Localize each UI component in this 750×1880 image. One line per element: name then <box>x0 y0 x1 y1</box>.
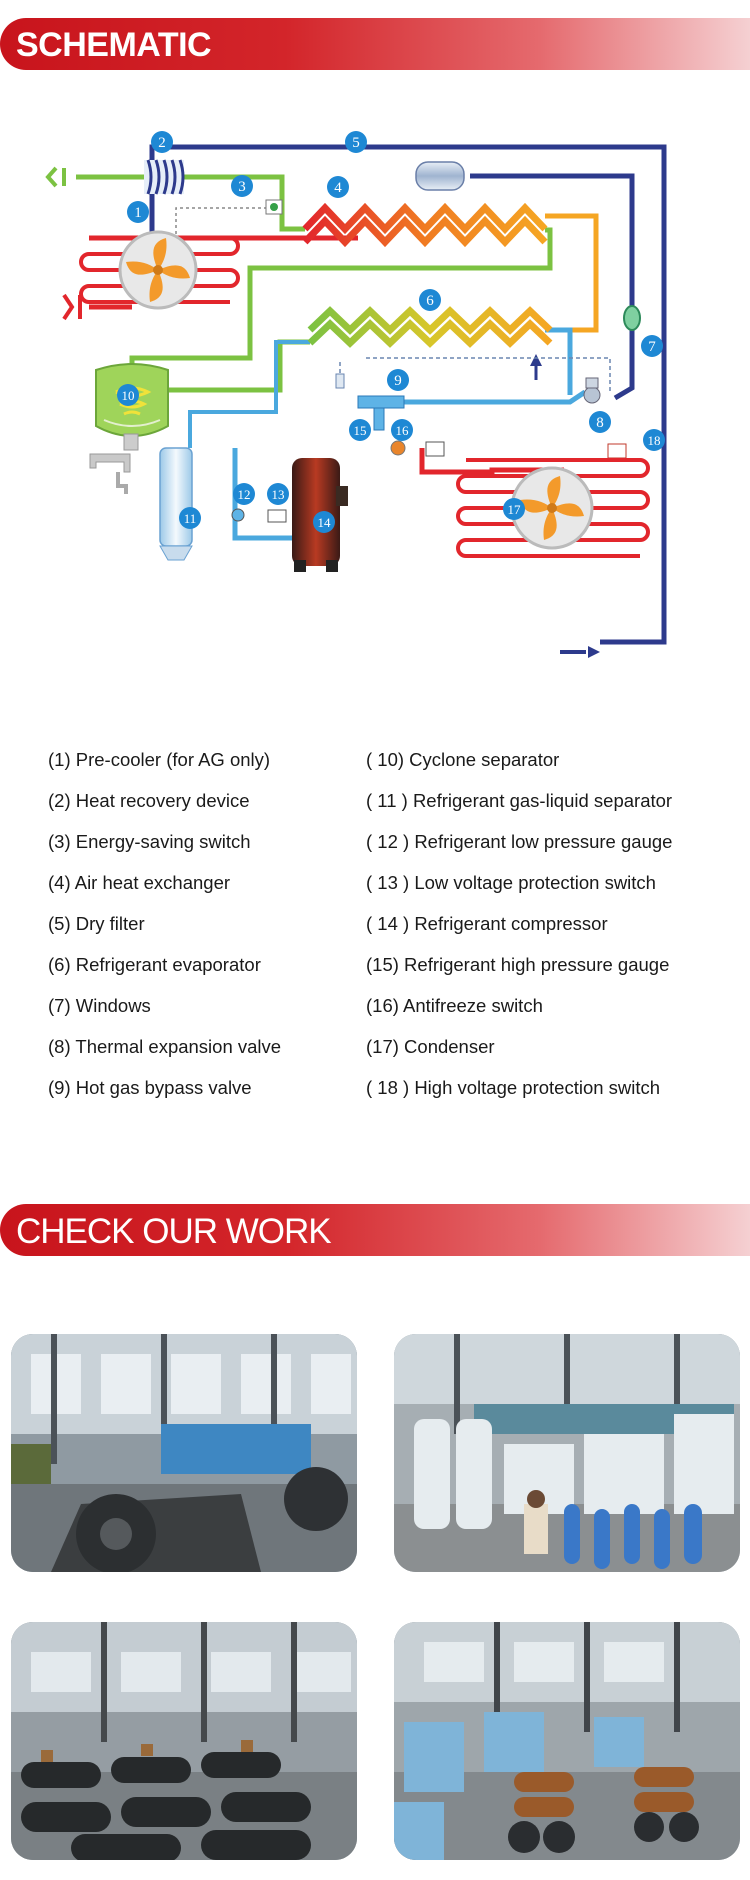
gas-liquid-separator <box>160 448 192 560</box>
legend-item: ( 13 ) Low voltage protection switch <box>366 872 656 893</box>
work-title: CHECK OUR WORK <box>16 1212 331 1251</box>
marker-label-2: 2 <box>158 135 166 151</box>
marker-label-10: 10 <box>121 388 135 403</box>
legend-right-column <box>366 748 672 1117</box>
separator-to-evaporator-line <box>168 342 310 390</box>
marker-label-15: 15 <box>353 423 367 438</box>
schematic-title: SCHEMATIC <box>16 26 212 64</box>
marker-label-16: 16 <box>395 423 409 438</box>
high-pressure-gauge <box>391 441 405 455</box>
cyclone-separator <box>90 364 168 494</box>
heat-recovery-device <box>144 160 184 194</box>
flow-arrowhead <box>530 354 542 366</box>
marker-label-14: 14 <box>317 515 331 530</box>
liquid-line <box>470 176 632 398</box>
dry-filter <box>416 162 464 190</box>
marker-label-6: 6 <box>426 293 434 309</box>
marker-label-13: 13 <box>271 487 285 502</box>
condenser <box>458 460 648 556</box>
legend-item: ( 18 ) High voltage protection switch <box>366 1077 661 1098</box>
factory-photo-3 <box>11 1622 357 1860</box>
marker-label-5: 5 <box>352 135 360 151</box>
legend-item: (16) Antifreeze switch <box>366 995 543 1016</box>
marker-label-3: 3 <box>238 179 246 195</box>
legend-item: (17) Condenser <box>366 1036 495 1057</box>
factory-photo-4 <box>394 1622 740 1860</box>
legend-item: (2) Heat recovery device <box>48 790 250 811</box>
outlet-arrowhead <box>588 646 600 658</box>
marker-label-1: 1 <box>134 205 142 221</box>
marker-label-9: 9 <box>394 373 402 389</box>
refrigeration-schematic-diagram <box>40 130 680 690</box>
legend-item: (6) Refrigerant evaporator <box>48 954 261 975</box>
high-voltage-switch <box>608 444 626 458</box>
legend-left-column <box>48 748 281 1117</box>
sensor-bulb <box>336 374 344 388</box>
factory-photo-1 <box>11 1334 357 1572</box>
legend-item: (1) Pre-cooler (for AG only) <box>48 749 271 770</box>
legend-item: (7) Windows <box>48 995 151 1016</box>
air-outlet-arrow <box>48 168 56 186</box>
legend-item: ( 12 ) Refrigerant low pressure gauge <box>366 831 673 852</box>
legend-item: (4) Air heat exchanger <box>48 872 231 893</box>
pre-cooler <box>81 232 238 308</box>
legend-item: (15) Refrigerant high pressure gauge <box>366 954 670 975</box>
legend-item: ( 10) Cyclone separator <box>366 749 560 770</box>
marker-label-11: 11 <box>183 511 197 526</box>
legend-item: ( 14 ) Refrigerant compressor <box>366 913 608 934</box>
legend-item: ( 11 ) Refrigerant gas-liquid separator <box>366 790 673 811</box>
marker-label-8: 8 <box>596 415 604 431</box>
marker-label-12: 12 <box>237 487 251 502</box>
factory-photo-2 <box>394 1334 740 1572</box>
legend-item: (8) Thermal expansion valve <box>48 1036 282 1057</box>
legend-item: (5) Dry filter <box>48 913 145 934</box>
warm-air-line <box>545 216 596 330</box>
low-pressure-gauge <box>232 509 244 521</box>
low-voltage-switch <box>268 510 286 522</box>
marker-label-7: 7 <box>648 339 656 355</box>
air-inlet-arrow <box>64 295 72 319</box>
air-heat-exchanger <box>305 208 545 242</box>
marker-label-4: 4 <box>334 180 342 196</box>
antifreeze-switch <box>426 442 444 456</box>
energy-saving-switch-lamp <box>270 203 278 211</box>
schematic-section-banner <box>0 18 750 70</box>
legend-item: (3) Energy-saving switch <box>48 831 251 852</box>
control-line <box>176 208 268 240</box>
refrigerant-evaporator <box>310 311 550 343</box>
sight-glass <box>624 306 640 330</box>
legend-item: (9) Hot gas bypass valve <box>48 1077 252 1098</box>
marker-label-17: 17 <box>507 502 521 517</box>
thermal-expansion-valve <box>584 378 600 403</box>
work-section-banner <box>0 1204 750 1256</box>
marker-label-18: 18 <box>647 433 661 448</box>
